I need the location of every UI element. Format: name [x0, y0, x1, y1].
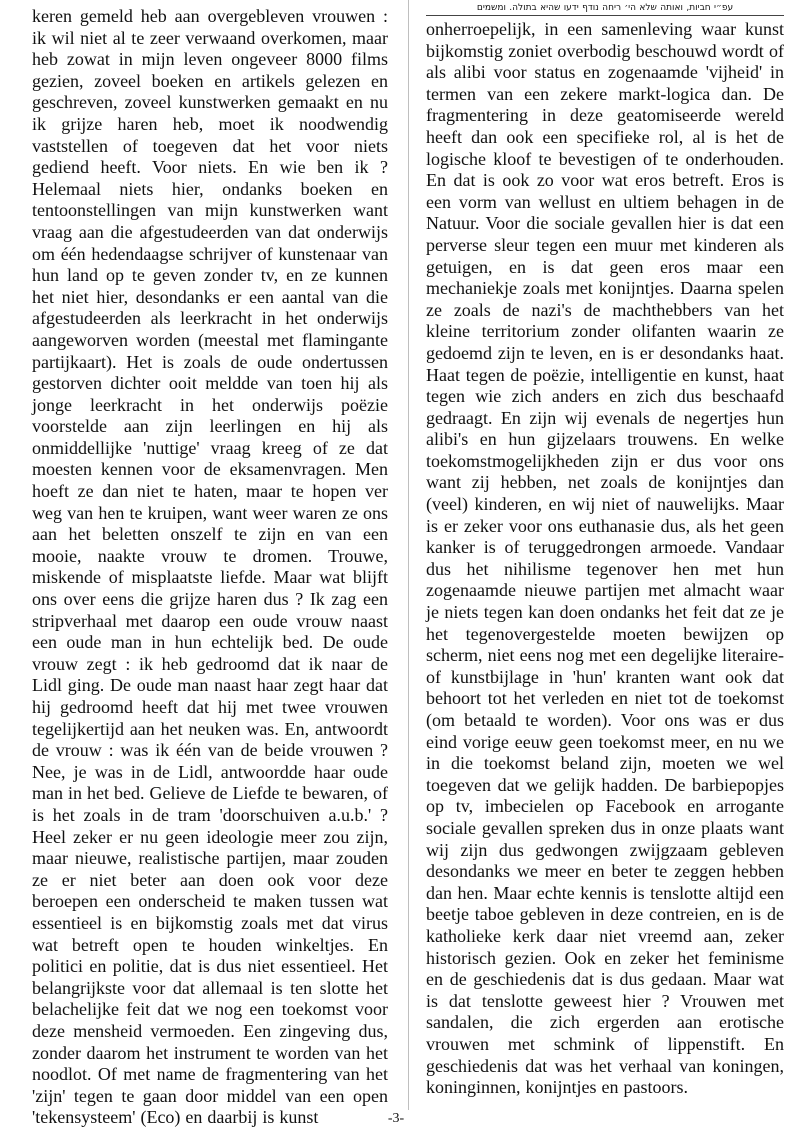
left-column: [32, 6, 388, 1129]
right-column: [426, 0, 784, 1099]
column-divider: [408, 0, 409, 1110]
page-number: -3-: [387, 1111, 405, 1126]
right-column-body-text: onherroepelijk, in een samenleving waar kunst bijkomstig zoniet overbodig beschouwd wordt of als alibi voor status en zogenaamde 'vijheid' in termen van een zekere markt-logica dan. De fragmentering in deze geatomiseerde wereld heeft dan ook een specifieke rol, al is het de logische kloof te bevestigen of te onderhouden. En dat is ook zo voor wat eros betreft. Eros is een vorm van wellust en ultiem behagen in de Natuur. Voor die sociale gevallen hier is dat een perverse sleur tegen een muur met kinderen als getuigen, en is dat geen eros maar een mechaniekje zoals met konijntjes. Daarna spelen ze zoals de nazi's de machthebbers van het kleine territorium zonder olifanten waarin ze gedoemd zijn te leven, en is er desondanks haat. Haat tegen de poëzie, intelligentie en kunst, haat tegen wie zich anders en zich dus beschaafd gedraagt. En zijn wij evenals de negertjes hun alibi's en hun gijzelaars trouwens. En welke toekomstmogelijkheden zijn er dus voor ons want zij hebben, net zoals de konijntjes dan (veel) kinderen, en wij niet of nauwelijks. Maar is er zeker voor ons euthanasie dus, als het geen kanker is of teruggedrongen armoede. Vandaar dus het nihilisme tegenover hen met hun zogenaamde nieuwe partijen met almacht waar je niets tegen kan doen ondanks het feit dat ze je het tegenovergestelde moeten bewijzen op scherm, niet eens nog met een degelijke literaire- of kunstbijlage in 'hun' kranten want ook dat behoort tot het verleden en niet tot de toekomst (om betaald te worden). Voor ons was er dus eind vorige eeuw geen toekomst meer, en nu we in die toekomst beland zijn, moeten we wel toegeven dat we gelijk hadden. De barbiepopjes op tv, imbecielen op Facebook en arrogante sociale gevallen spreken dus in onze plaats want wij zijn dus gedwongen zwijgzaam gebleven desondanks we meer en beter te zeggen hebben dan hen. Maar echte kennis is tenslotte altijd een beetje taboe gebleven in deze contreien, en is de katholieke kerk daar niet vreemd aan, zeker historisch gezien. Ook en zeker het feminisme en de geschiedenis dat is dus gedaan. Maar wat is dat tenslotte geweest hier ? Vrouwen met sandalen, die zich ergerden aan erotische vrouwen met schmink of lippenstift. En geschiedenis dat was het verhaal van koningen, koninginnen, konijntjes en pastoors.: [426, 19, 784, 1098]
left-column-body-text: keren gemeld heb aan overgebleven vrouwen : ik wil niet al te zeer verwaand overkomen, maar heb zowat in mijn leven ongeveer 8000 films gezien, zoveel boeken en artikels gelezen en geschreven, zoveel kunstwerken gemaakt en nu ik grijze haren heb, moet ik noodwendig vaststellen of toegeven dat het voor niets gediend heeft. Voor niets. En wie ben ik ? Helemaal niets hier, ondanks boeken en tentoonstellingen van mijn kunstwerken want vraag aan die afgestudeerden van dat onderwijs om één hedendaagse schrijver of kunstenaar van hun land op te geven zonder tv, en ze kunnen het niet hier, desondanks er een aantal van die afgestudeerden als leerkracht in het onderwijs aangeworven worden (meestal met flamingante partijkaart). Het is zoals de oude ondertussen gestorven dichter ooit meldde van toen hij als jonge leerkracht in het onderwijs poëzie voorstelde aan zijn leerlingen en hij als onmiddellijke 'nuttige' vraag kreeg of ze dat moesten kennen voor de eksamenvragen. Men hoeft ze dan niet te haten, maar te hopen ver weg van hen te kruipen, want weer waren ze ons aan het beletten onszelf te zijn en van een mooie, naakte vrouw te dromen. Trouwe, miskende of misplaatste liefde. Maar wat blijft ons over eens die grijze haren dus ? Ik zag een stripverhaal met daarop een oude vrouw naast een oude man in hun echtelijk bed. De oude vrouw zegt : ik heb gedroomd dat ik naar de Lidl ging. De oude man naast haar zegt haar dat hij gedroomd heeft dat hij met twee vrouwen tegelijkertijd aan het neuken was. En, antwoordt de vrouw : was ik één van de beide vrouwen ? Nee, je was in de Lidl, antwoordde haar oude man in het bed. Gelieve de Liefde te bewaren, of is het zoals in de tram 'doorschuiven a.u.b.' ? Heel zeker er nu geen ideologie meer zou zijn, maar nieuwe, realistische partijen, maar zouden ze er niet beter aan doen ook voor deze beroepen een onderscheid te maken tussen wat essentieel is en bijkomstig zoals met dat virus wat betreft open te houden winkeltjes. En politici en politie, dat is dus niet essentieel. Het belangrijkste voor dat allemaal is ten slotte het belachelijke feit dat we nog een toekomst voor deze mensheid vermoeden. Een zingeving dus, zonder daarom het instrument te worden van het noodlot. Of met name de fragmentering van het 'zijn' tegen te gaan door middel van een open 'tekensysteem' (Eco) en daarbij is kunst: [32, 6, 388, 1128]
hebrew-header-line: עפ״י חביות, ואותה שלא הי׳ ריחה נודף ידעו שהיא בתולה. ומשמים: [426, 2, 784, 16]
